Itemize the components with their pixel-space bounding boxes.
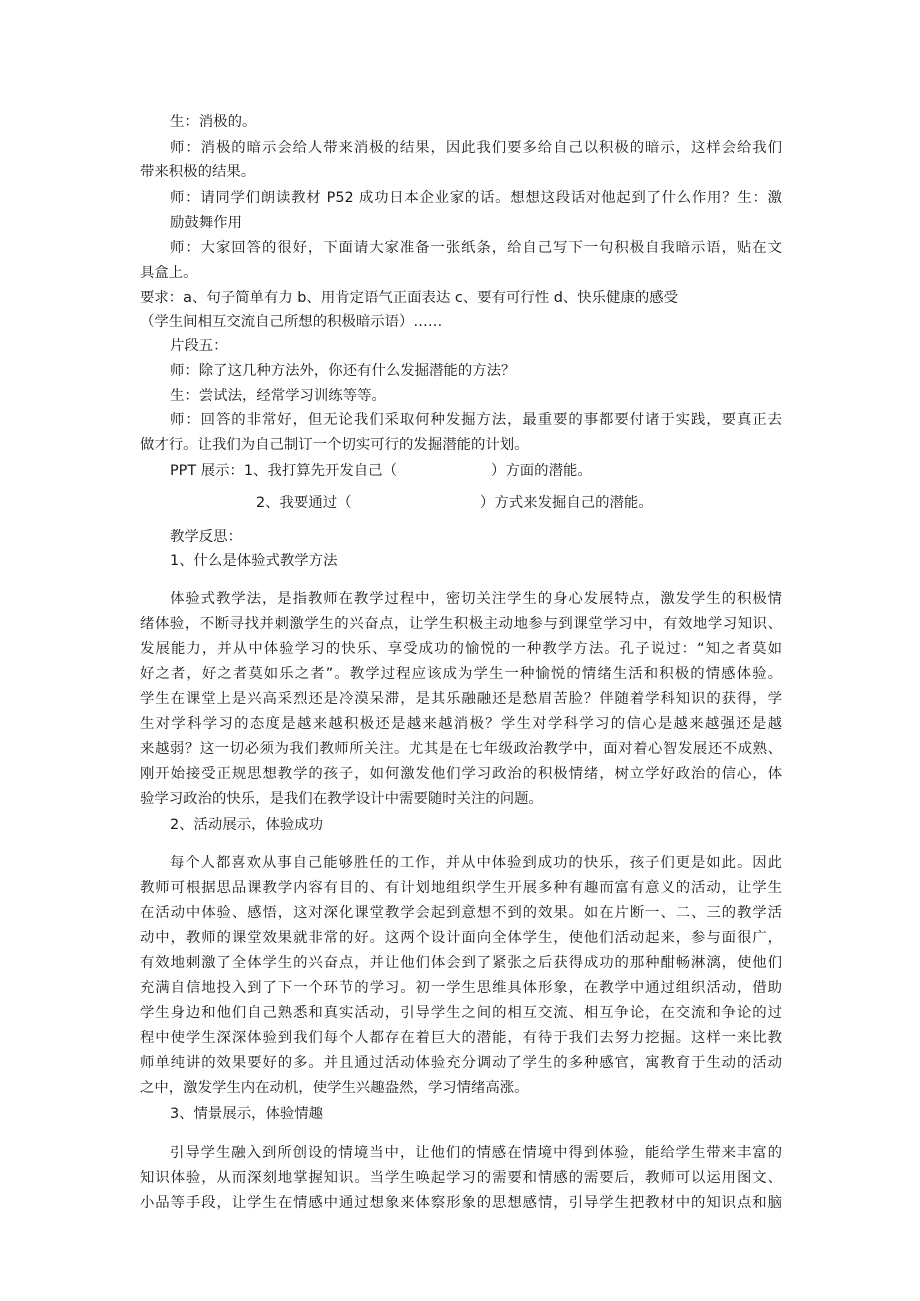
dialogue-line: 生：消极的。 (170, 114, 257, 130)
ppt-line-1-end: ）方面的潜能。 (491, 463, 592, 479)
dialogue-line: 励鼓舞作用 (170, 215, 242, 231)
ppt-line-2-end: ）方式来发掘自己的潜能。 (480, 495, 653, 511)
paragraph-line: 来越弱？这一切必须为我们教师所关注。尤其是在七年级政治教学中，面对着心智发展还不成熟、 (140, 741, 782, 757)
paragraph-line: 充满自信地投入到了下一个环节的学习。初一学生思维具体形象，在教学中通过组织活动，借助 (140, 980, 782, 996)
ppt-line-1-start: PPT 展示：1、我打算先开发自己（ (170, 463, 397, 479)
paragraph-line: 有效地刺激了全体学生的兴奋点，并让他们体会到了紧张之后获得成功的那种酣畅淋漓，使他们 (140, 955, 782, 971)
dialogue-line: 带来积极的结果。 (140, 164, 256, 180)
paragraph-line: 发展能力，并从中体验学习的快乐、享受成功的愉悦的一种教学方法。孔子说过：“知之者莫如 (140, 641, 782, 657)
dialogue-line: 师：消极的暗示会给人带来消极的结果，因此我们要多给自己以积极的暗示，这样会给我们 (170, 140, 782, 156)
paragraph-line: 学生身边和他们自己熟悉和真实活动，引导学生之间的相互交流、相互争论，在交流和争论的过 (140, 1005, 782, 1021)
reflection-title: 教学反思： (170, 529, 242, 545)
dialogue-line: 师：回答的非常好，但无论我们采取何种发掘方法，最重要的事都要付诸于实践，要真正去 (170, 412, 782, 428)
paragraph-line: 引导学生融入到所创设的情境当中，让他们的情感在情境中得到体验，能给学生带来丰富的 (170, 1145, 782, 1161)
paragraph-line: 动中，教师的课堂效果就非常的好。这两个设计面向全体学生，使他们活动起来，参与面很广， (140, 930, 782, 946)
paragraph-line: 绪体验，不断寻找并刺激学生的兴奋点，让学生积极主动地参与到课堂学习中，有效地学习知识、 (140, 616, 782, 632)
section-2-title: 2、活动展示，体验成功 (170, 817, 324, 833)
paragraph-line: 之中，激发学生内在动机，使学生兴趣盎然，学习情绪高涨。 (140, 1080, 529, 1096)
ppt-line-2-start: 2、我要通过（ (256, 495, 352, 511)
paragraph-line: 小品等手段，让学生在情感中通过想象来体察形象的思想感情，引导学生把教材中的知识点和脑 (140, 1195, 782, 1211)
paragraph-line: 每个人都喜欢从事自己能够胜任的工作，并从中体验到成功的快乐，孩子们更是如此。因此 (170, 855, 782, 871)
paragraph-line: 师单纯讲的效果要好的多。并且通过活动体验充分调动了学生的多种感官，寓教育于生动的活动 (140, 1055, 782, 1071)
paragraph-line: 学生在课堂上是兴高采烈还是冷漠呆滞，是其乐融融还是愁眉苦脸？伴随着学科知识的获得，学 (140, 691, 782, 707)
dialogue-line: （学生间相互交流自己所想的积极暗示语）…… (140, 314, 443, 330)
dialogue-line: 生：尝试法，经常学习训练等等。 (170, 388, 386, 404)
paragraph-line: 验学习政治的快乐，是我们在教学设计中需要随时关注的问题。 (140, 791, 543, 807)
paragraph-line: 生对学科学习的态度是越来越积极还是越来越消极？学生对学科学习的信心是越来越强还是越 (140, 716, 782, 732)
dialogue-line: 师：请同学们朗读教材 P52 成功日本企业家的话。想想这段话对他起到了什么作用？生：激 (170, 190, 782, 206)
paragraph-line: 好之者，好之者莫如乐之者”。教学过程应该成为学生一种愉悦的情绪生活和积极的情感体验。 (140, 666, 782, 682)
section-1-title: 1、什么是体验式教学方法 (170, 553, 338, 569)
paragraph-line: 在活动中体验、感悟，这对深化课堂教学会起到意想不到的效果。如在片断一、二、三的教学活 (140, 905, 782, 921)
paragraph-line: 知识体验，从而深刻地掌握知识。当学生唤起学习的需要和情感的需要后，教师可以运用图文、 (140, 1170, 782, 1186)
requirements-line: 要求：a、句子简单有力 b、用肯定语气正面表达 c、要有可行性 d、快乐健康的感受 (140, 290, 679, 306)
paragraph-line: 教师可根据思品课教学内容有目的、有计划地组织学生开展多种有趣而富有意义的活动，让学生 (140, 880, 782, 896)
dialogue-line: 师：大家回答的很好，下面请大家准备一张纸条，给自己写下一句积极自我暗示语，贴在文 (170, 240, 782, 256)
dialogue-line: 师：除了这几种方法外，你还有什么发掘潜能的方法？ (170, 363, 516, 379)
segment-heading: 片段五： (170, 338, 228, 354)
dialogue-line: 具盒上。 (140, 265, 198, 281)
paragraph-line: 程中使学生深深体验到我们每个人都存在着巨大的潜能，有待于我们去努力挖掘。这样一来比教 (140, 1030, 782, 1046)
dialogue-line: 做才行。让我们为自己制订一个切实可行的发掘潜能的计划。 (140, 437, 529, 453)
paragraph-line: 刚开始接受正规思想教学的孩子，如何激发他们学习政治的积极情绪，树立学好政治的信心，体 (140, 766, 782, 782)
section-3-title: 3、情景展示，体验情趣 (170, 1106, 324, 1122)
paragraph-line: 体验式教学法，是指教师在教学过程中，密切关注学生的身心发展特点，激发学生的积极情 (170, 591, 782, 607)
